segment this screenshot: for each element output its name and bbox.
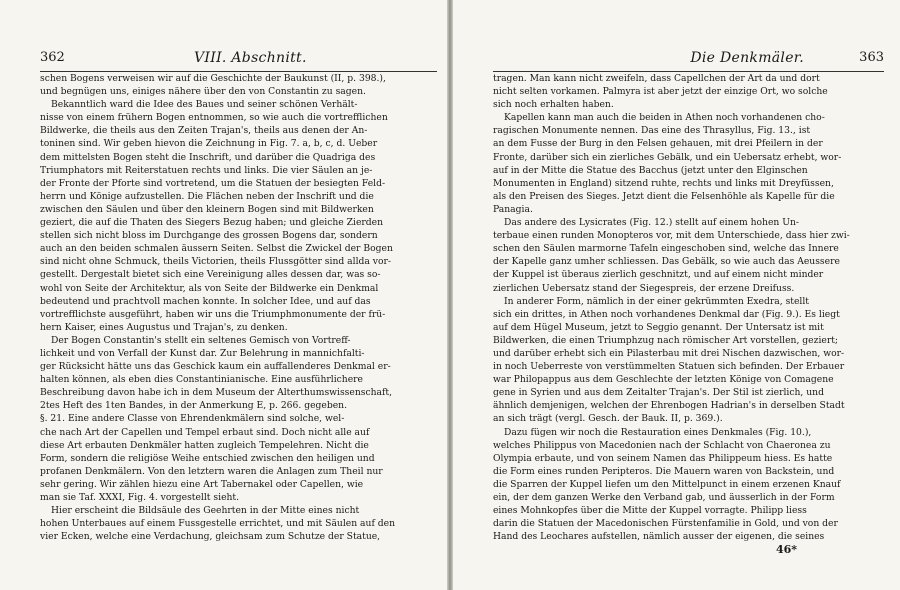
text-line: der Kuppel ist überaus zierlich geschnitzt, und auf einem nicht minder bbox=[493, 269, 824, 281]
right-page-number: 363 bbox=[859, 50, 884, 65]
text-line: Monumenten in England) sitzend ruhte, rechts und links mit Dreyfüssen, bbox=[493, 177, 834, 189]
text-line: Olympia erbaute, und von seinem Namen das Philippeum hiess. Es hatte bbox=[493, 452, 833, 464]
text-line: Bildwerke, die theils aus den Zeiten Trajan's, theils aus denen der An- bbox=[40, 125, 368, 137]
text-line: Panagia. bbox=[493, 203, 533, 215]
text-line: auf in der Mitte die Statue des Bacchus (jetzt unter den Elginschen bbox=[493, 164, 808, 176]
text-line: zierlichen Uebersatz stand der Siegespreis, der erzene Dreifuss. bbox=[493, 282, 795, 294]
text-line: in noch Ueberreste von verstümmelten Statuen sich befinden. Der Erbauer bbox=[493, 361, 845, 373]
text-line: bedeutend und prachtvoll machen konnte. In solcher Idee, und auf das bbox=[40, 295, 371, 307]
right-page-text bbox=[493, 72, 893, 543]
text-line: §. 21. Eine andere Classe von Ehrendenkmälern sind solche, wel- bbox=[40, 413, 345, 425]
text-line: gene in Syrien und aus dem Zeitalter Trajan's. Der Stil ist zierlich, und bbox=[493, 387, 824, 399]
text-line: sich ein drittes, in Athen noch vorhandenes Denkmal dar (Fig. 9.). Es liegt bbox=[493, 308, 840, 320]
text-line: toninen sind. Wir geben hievon die Zeichnung in Fig. 7. a, b, c, d. Ueber bbox=[40, 138, 378, 150]
text-line: eines Mohnkopfes über die Mitte der Kuppel vorragte. Philipp liess bbox=[493, 505, 807, 517]
text-line: die Sparren der Kuppel liefen um den Mittelpunct in einem erzenen Knauf bbox=[493, 478, 841, 490]
right-page-header bbox=[493, 50, 884, 70]
text-line: stellen sich nicht bloss im Durchgange des grossen Bogens dar, sondern bbox=[40, 230, 378, 242]
text-line: nicht selten vorkamen. Palmyra ist aber jetzt der einzige Ort, wo solche bbox=[493, 86, 828, 98]
text-line: Beschreibung davon habe ich in dem Museum der Alterthumswissenschaft, bbox=[40, 387, 393, 399]
text-line: halten können, als eben dies Constantinianische. Eine ausführlichere bbox=[40, 374, 363, 386]
text-line: zwischen den Säulen und über den kleinern Bogen sind mit Bildwerken bbox=[40, 203, 374, 215]
text-line: gestellt. Dergestalt bietet sich eine Vereinigung alles dessen dar, was so- bbox=[40, 269, 381, 281]
text-line: schen den Säulen marmorne Tafeln eingeschoben sind, welche das Innere bbox=[493, 243, 839, 255]
text-line: wohl von Seite der Architektur, als von Seite der Bildwerke ein Denkmal bbox=[40, 282, 379, 294]
text-line: Das andere des Lysicrates (Fig. 12.) stellt auf einem hohen Un- bbox=[504, 217, 800, 229]
text-line: die Form eines runden Peripteros. Die Mauern waren von Backstein, und bbox=[493, 465, 835, 477]
text-line: Bekanntlich ward die Idee des Baues und seiner schönen Verhält- bbox=[51, 99, 358, 111]
text-line: tragen. Man kann nicht zweifeln, dass Capellchen der Art da und dort bbox=[493, 73, 820, 84]
right-page bbox=[453, 0, 900, 590]
left-page-text bbox=[40, 72, 428, 543]
text-line: auf dem Hügel Museum, jetzt to Seggio genannt. Der Untersatz ist mit bbox=[493, 321, 824, 333]
text-line: darin die Statuen der Macedonischen Fürstenfamilie in Gold, und von der bbox=[493, 518, 838, 530]
text-line: an sich trägt (vergl. Gesch. der Bauk. II, p. 369.). bbox=[493, 413, 723, 425]
text-line: man sie Taf. XXXI, Fig. 4. vorgestellt sieht. bbox=[40, 492, 240, 503]
text-line: Der Bogen Constantin's stellt ein seltenes Gemisch von Vortreff- bbox=[51, 334, 351, 346]
text-line: ein, der dem ganzen Werke den Verband gab, und äusserlich in der Form bbox=[493, 492, 835, 503]
text-line: der Kapelle ganz umher schliessen. Das Gebälk, so wie auch das Aeussere bbox=[493, 256, 840, 268]
text-line: war Philopappus aus dem Geschlechte der letzten Könige von Comagene bbox=[493, 374, 834, 386]
text-line: herrn und Könige aufzustellen. Die Flächen neben der Inschrift und die bbox=[40, 190, 374, 202]
text-line: schen Bogens verweisen wir auf die Geschichte der Baukunst (II, p. 398.), bbox=[40, 73, 386, 84]
text-line: sich noch erhalten haben. bbox=[493, 99, 614, 111]
text-line: Kapellen kann man auch die beiden in Athen noch vorhandenen cho- bbox=[504, 112, 825, 124]
text-line: hern Kaiser, eines Augustus und Trajan's, zu denken. bbox=[40, 321, 288, 333]
text-line: 2tes Heft des 1ten Bandes, in der Anmerkung E, p. 266. gegeben. bbox=[40, 400, 348, 412]
text-line: che nach Art der Capellen und Tempel erbaut sind. Doch nicht alle auf bbox=[40, 426, 370, 438]
left-running-title: VIII. Abschnitt. bbox=[194, 50, 307, 66]
text-line: In anderer Form, nämlich in der einer gekrümmten Exedra, stellt bbox=[504, 295, 809, 307]
text-line: Triumphators mit Reiterstatuen rechts und links. Die vier Säulen an je- bbox=[40, 164, 373, 176]
text-line: sind nicht ohne Schmuck, theils Victorien, theils Flussgötter sind allda vor- bbox=[40, 256, 392, 268]
text-line: hohen Unterbaues auf einem Fussgestelle errichtet, und mit Säulen auf den bbox=[40, 518, 396, 530]
text-line: der Fronte der Pforte sind vortretend, um die Statuen der besiegten Feld- bbox=[40, 177, 386, 189]
text-line: lichkeit und von Verfall der Kunst dar. Zur Belehrung in mannichfalti- bbox=[40, 347, 365, 359]
text-line: und begnügen uns, einiges nähere über den von Constantin zu sagen. bbox=[40, 86, 366, 98]
text-line: diese Art erbauten Denkmäler hatten zugleich Tempelehren. Nicht die bbox=[40, 439, 369, 451]
text-line: sehr gering. Wir zählen hiezu eine Art Tabernakel oder Capellen, wie bbox=[40, 478, 364, 490]
text-line: Hand des Leochares aufstellen, nämlich ausser der eigenen, die seines bbox=[493, 531, 825, 543]
text-line: Bildwerken, die einen Triumphzug nach römischer Art vorstellen, geziert; bbox=[493, 334, 839, 346]
left-page-number: 362 bbox=[40, 50, 65, 65]
text-line: geziert, die auf die Thaten des Siegers Bezug haben; und gleiche Zierden bbox=[40, 217, 384, 229]
text-line: vortrefflichste ausgeführt, haben wir uns die Triumphmonumente der frü- bbox=[40, 308, 386, 320]
left-page bbox=[0, 0, 447, 590]
left-page-header bbox=[40, 50, 437, 70]
signature-mark: 46* bbox=[776, 543, 798, 556]
text-line: profanen Denkmälern. Von den letztern waren die Anlagen zum Theil nur bbox=[40, 465, 383, 477]
text-line: ger Rücksicht hätte uns das Geschick kaum ein auffallenderes Denkmal er- bbox=[40, 361, 391, 373]
text-line: Fronte, darüber sich ein zierliches Gebälk, und ein Uebersatz erhebt, wor- bbox=[493, 151, 842, 163]
text-line: vier Ecken, welche eine Verdachung, gleichsam zum Schutze der Statue, bbox=[40, 531, 381, 543]
text-line: dem mittelsten Bogen steht die Inschrift, und darüber die Quadriga des bbox=[40, 151, 376, 163]
right-running-title: Die Denkmäler. bbox=[690, 50, 804, 66]
text-line: Dazu fügen wir noch die Restauration eines Denkmales (Fig. 10.), bbox=[504, 426, 812, 438]
text-line: Hier erscheint die Bildsäule des Geehrten in der Mitte eines nicht bbox=[51, 505, 360, 517]
text-line: Form, sondern die religiöse Weihe entschied zwischen den heiligen und bbox=[40, 452, 375, 464]
text-line: als den Preisen des Sieges. Jetzt dient die Felsenhöhle als Kapelle für die bbox=[493, 190, 835, 202]
text-line: auch an den beiden schmalen äussern Seiten. Selbst die Zwickel der Bogen bbox=[40, 243, 393, 255]
text-line: ragischen Monumente nennen. Das eine des Thrasyllus, Fig. 13., ist bbox=[493, 125, 811, 137]
text-line: nisse von einem frühern Bogen entnommen, so wie auch die vortrefflichen bbox=[40, 112, 388, 124]
text-line: terbaue einen runden Monopteros vor, mit dem Unterschiede, dass hier zwi- bbox=[493, 230, 850, 242]
text-line: welches Philippus von Macedonien nach der Schlacht von Chaeronea zu bbox=[493, 439, 831, 451]
text-line: an dem Fusse der Burg in den Felsen gehauen, mit drei Pfeilern in der bbox=[493, 138, 823, 150]
text-line: und darüber erhebt sich ein Pilasterbau mit drei Nischen dazwischen, wor- bbox=[493, 347, 845, 359]
text-line: ähnlich demjenigen, welchen der Ehrenbogen Hadrian's in derselben Stadt bbox=[493, 400, 845, 412]
